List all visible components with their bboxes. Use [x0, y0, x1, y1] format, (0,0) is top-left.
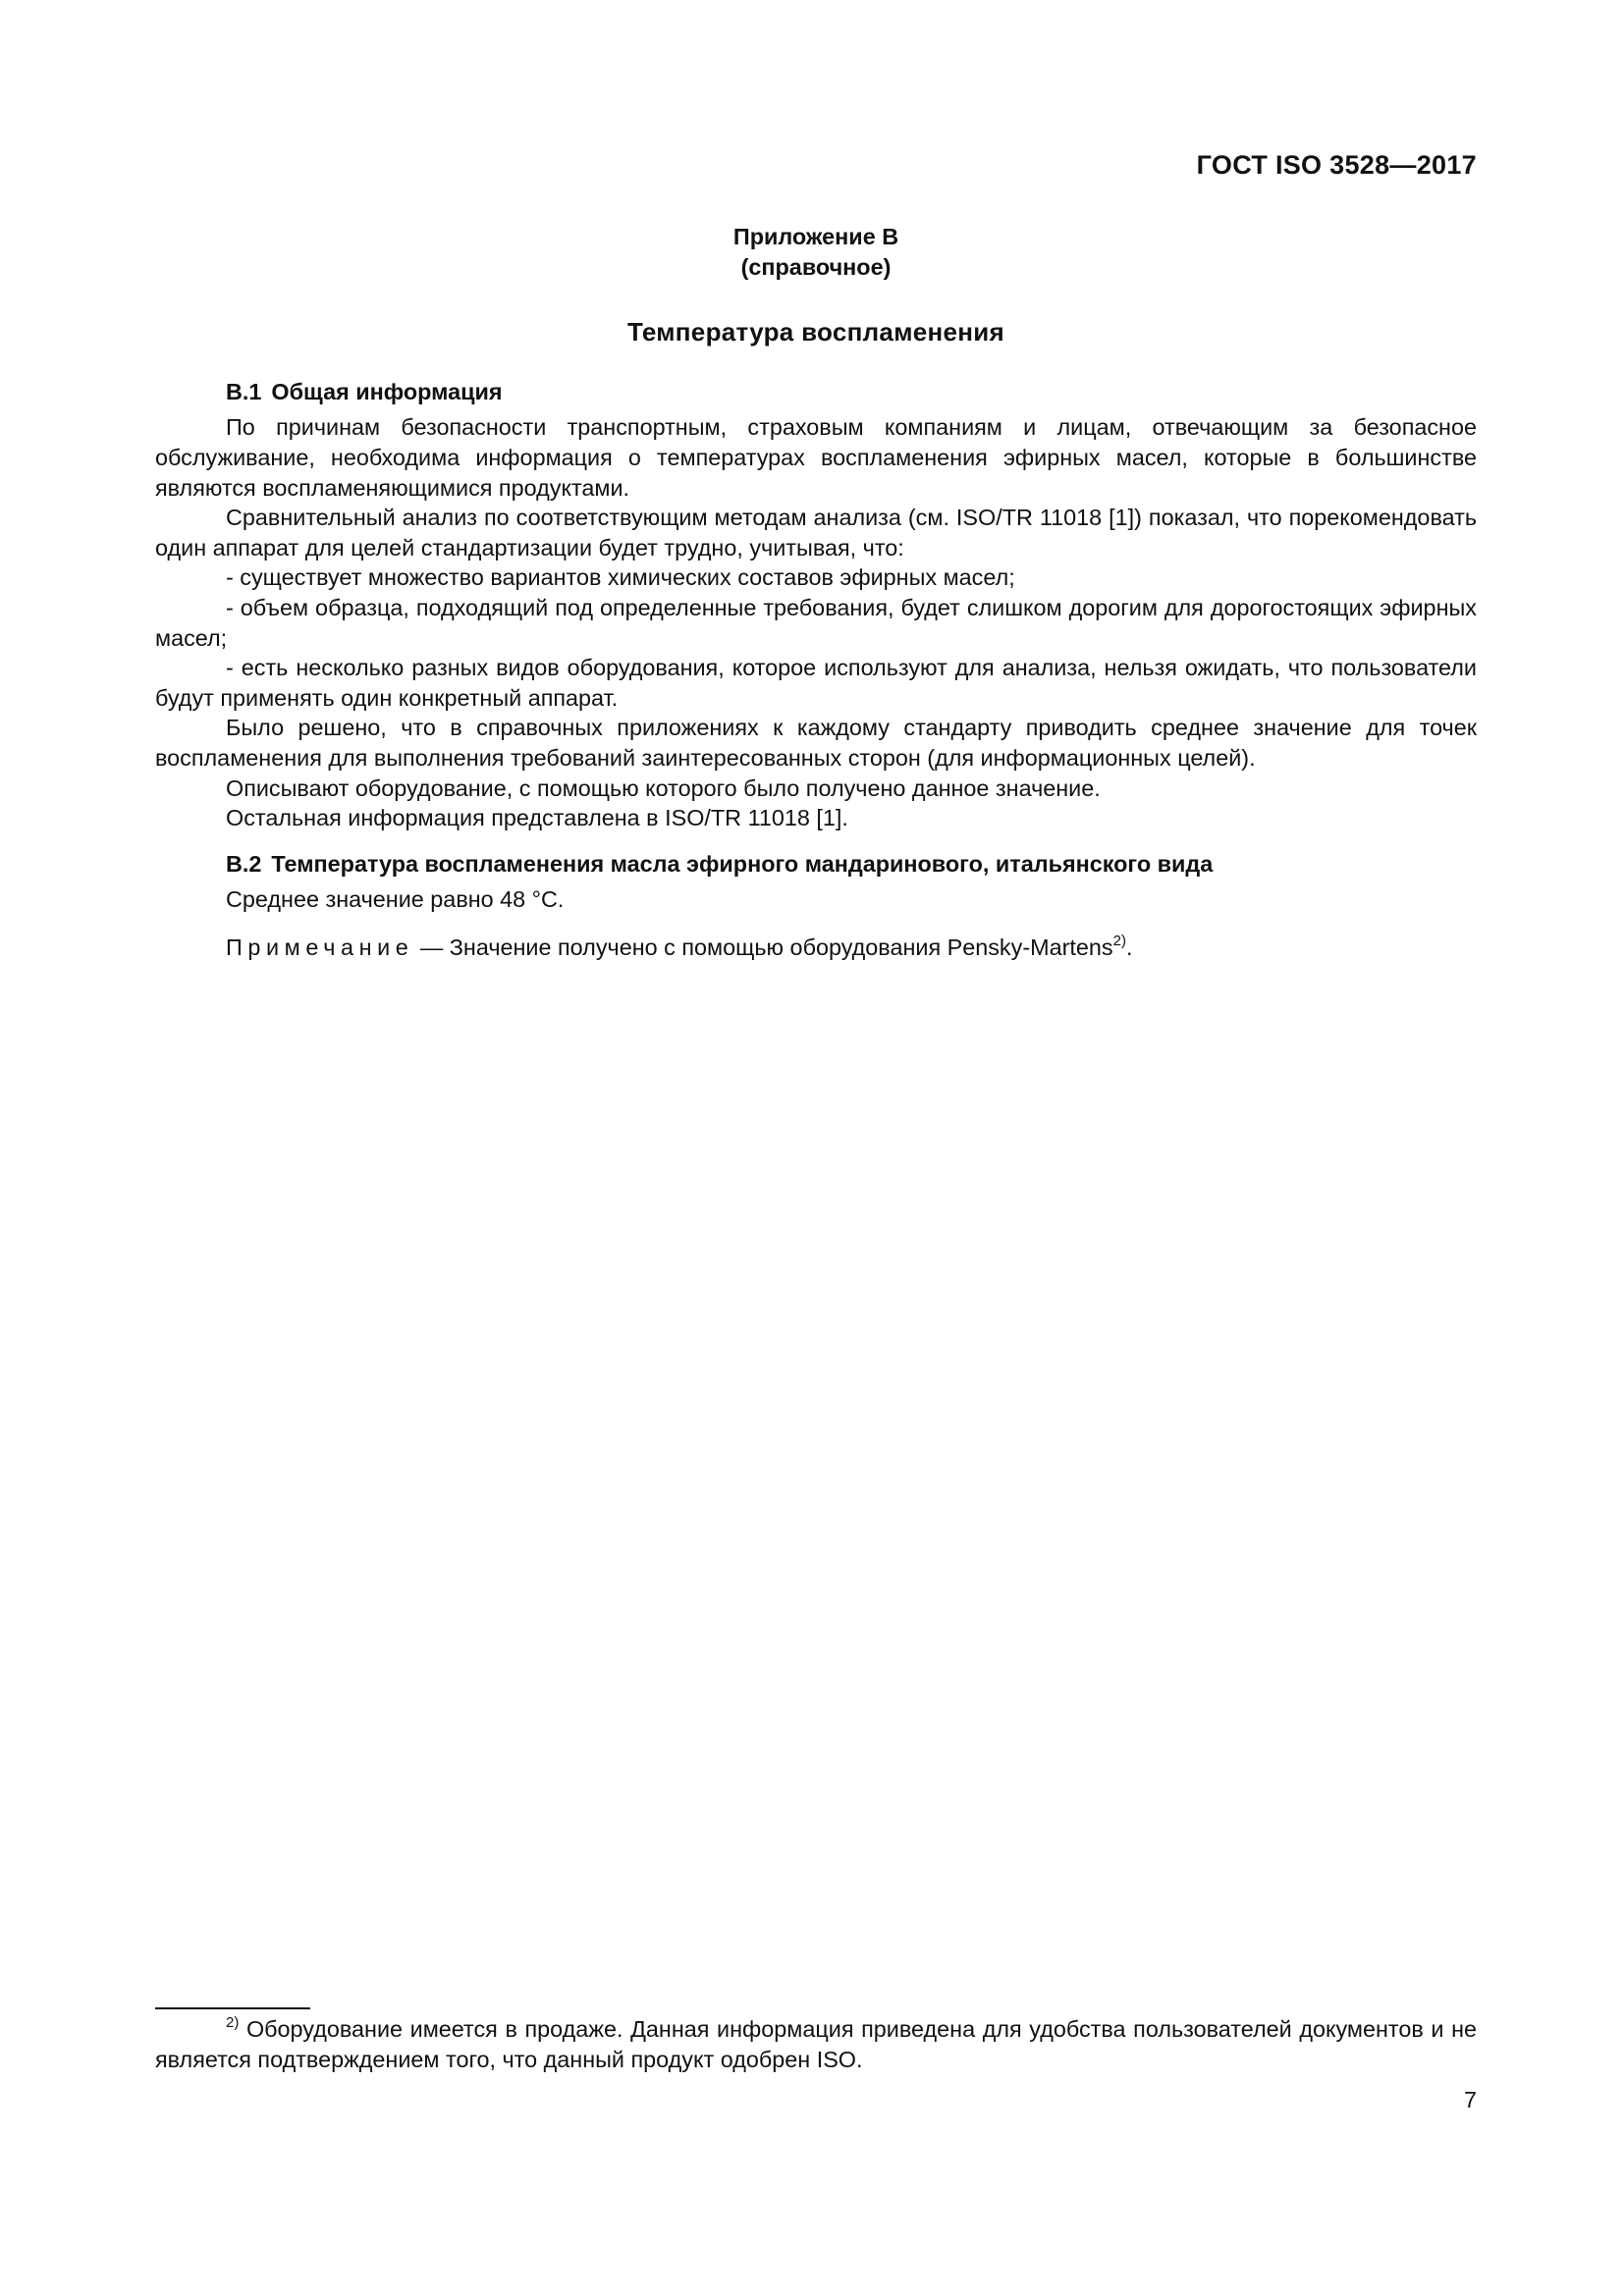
paragraph: Сравнительный анализ по соответствующим методам анализа (см. ISO/TR 11018 [1]) показал, что порекомендовать один аппарат для целей стандартизации будет трудно, учитывая, что: — [155, 505, 1477, 561]
annex-title: Приложение В — [732, 224, 899, 249]
list-item: - существует множество вариантов химических составов эфирных масел; — [226, 564, 1015, 591]
note — [155, 933, 1477, 963]
paragraph: По причинам безопасности транспортным, страховым компаниям и лицам, отвечающим за безопасное обслуживание, необходима информация о температурах воспламенения эфирных масел, которые в большинстве являются воспламеняющимися продуктами. — [155, 414, 1477, 501]
clause-b1-heading — [155, 377, 1477, 407]
page-content — [155, 222, 1477, 962]
footnote-text: Оборудование имеется в продаже. Данная информация приведена для удобства пользователей документов и не является подтверждением того, что данный продукт одобрен ISO. — [155, 2016, 1477, 2072]
note-end: . — [1125, 934, 1133, 960]
list-item: - есть несколько разных видов оборудования, которое используют для анализа, нельзя ожидать, что пользователи будут применять один конкретный аппарат. — [155, 655, 1477, 711]
paragraph: Было решено, что в справочных приложениях к каждому стандарту приводить среднее значение для точек воспламенения для выполнения требований заинтересованных сторон (для информационных целей). — [155, 715, 1477, 771]
clause-b2-heading — [155, 849, 1477, 880]
note-text: — Значение получено с помощью оборудования Pensky-Martens — [413, 934, 1113, 960]
clause-b1-title: Общая информация — [271, 378, 503, 404]
clause-b1-number: В.1 — [226, 378, 262, 404]
paragraph: Описывают оборудование, с помощью которого было получено данное значение. — [226, 774, 1101, 801]
footnote — [155, 2014, 1477, 2074]
clause-b2-number: В.2 — [226, 850, 262, 877]
annex-heading: Температура воспламенения — [626, 317, 1005, 347]
mean-value-text: Среднее значение равно 48 °C. — [226, 886, 565, 913]
clause-b2-title: Температура воспламенения масла эфирного мандаринового, итальянского вида — [271, 850, 1214, 877]
annex-type: (справочное) — [740, 253, 892, 280]
footnote-marker: 2) — [226, 2014, 240, 2031]
page-number: 7 — [1463, 2087, 1477, 2112]
footnote-reference: 2) — [1112, 932, 1126, 949]
note-label: Примечание — [226, 934, 414, 960]
footnote-divider — [155, 2007, 310, 2009]
list-item: - объем образца, подходящий под определенные требования, будет слишком дорогим для дорогостоящих эфирных масел; — [155, 594, 1477, 651]
paragraph: Остальная информация представлена в ISO/TR 11018 [1]. — [226, 805, 848, 831]
document-code: ГОСТ ISO 3528—2017 — [1196, 150, 1477, 180]
